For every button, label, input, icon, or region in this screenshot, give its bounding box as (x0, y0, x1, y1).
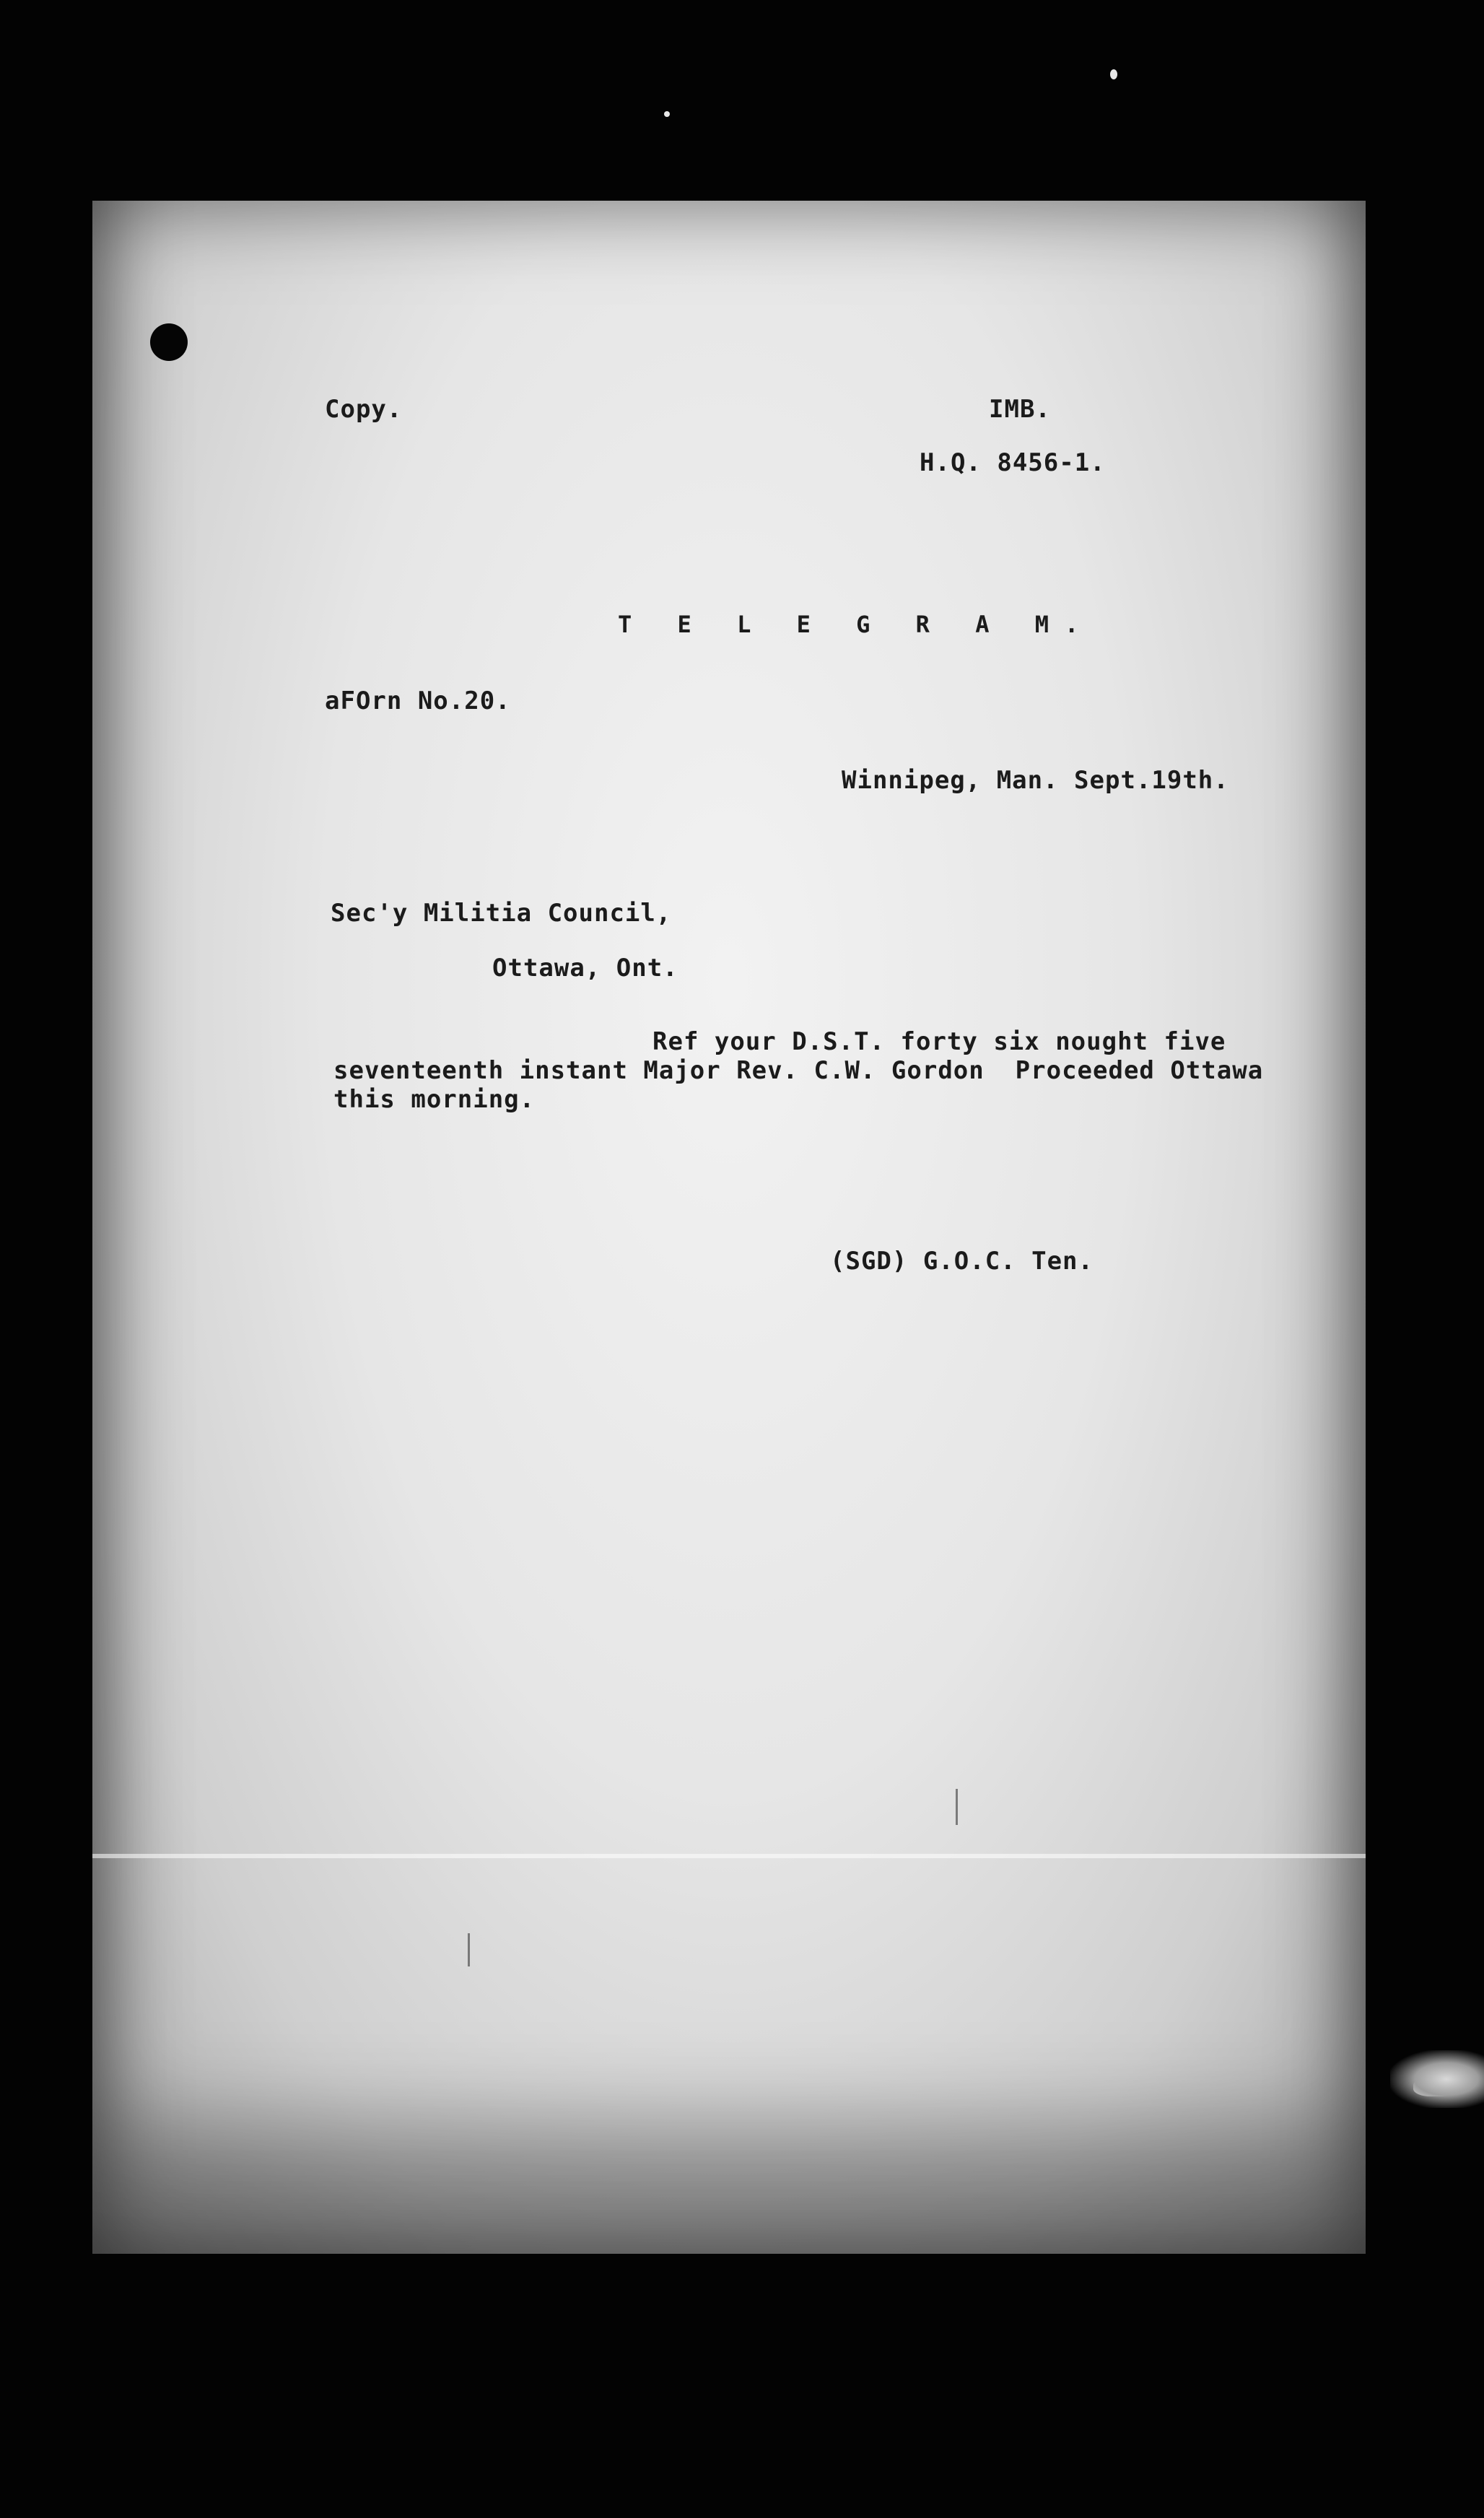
body-line-3: this morning. (333, 1085, 536, 1114)
copy-label: Copy. (325, 395, 403, 424)
place-date: Winnipeg, Man. Sept.19th. (842, 766, 1229, 795)
scratch-mark (468, 1933, 470, 1966)
fold-line (92, 1854, 1366, 1858)
form-number: aFOrn No.20. (325, 687, 511, 715)
dust-speck (1110, 69, 1117, 79)
file-code: IMB. (989, 395, 1051, 424)
scratch-mark (956, 1789, 958, 1825)
dust-speck (664, 111, 670, 117)
hq-number: H.Q. 8456-1. (920, 448, 1106, 477)
addressee-line-2: Ottawa, Ont. (492, 954, 678, 983)
signature: (SGD) G.O.C. Ten. (830, 1247, 1094, 1276)
edge-blot (1390, 2050, 1484, 2108)
document-page (92, 201, 1366, 2254)
punch-hole (150, 323, 188, 361)
body-line-1: Ref your D.S.T. forty six nought five (652, 1027, 1226, 1056)
document-title: T E L E G R A M. (618, 611, 1095, 638)
body-line-2: seventeenth instant Major Rev. C.W. Gordon Proceeded Ottawa (333, 1056, 1264, 1085)
addressee-line-1: Sec'y Militia Council, (331, 899, 672, 928)
